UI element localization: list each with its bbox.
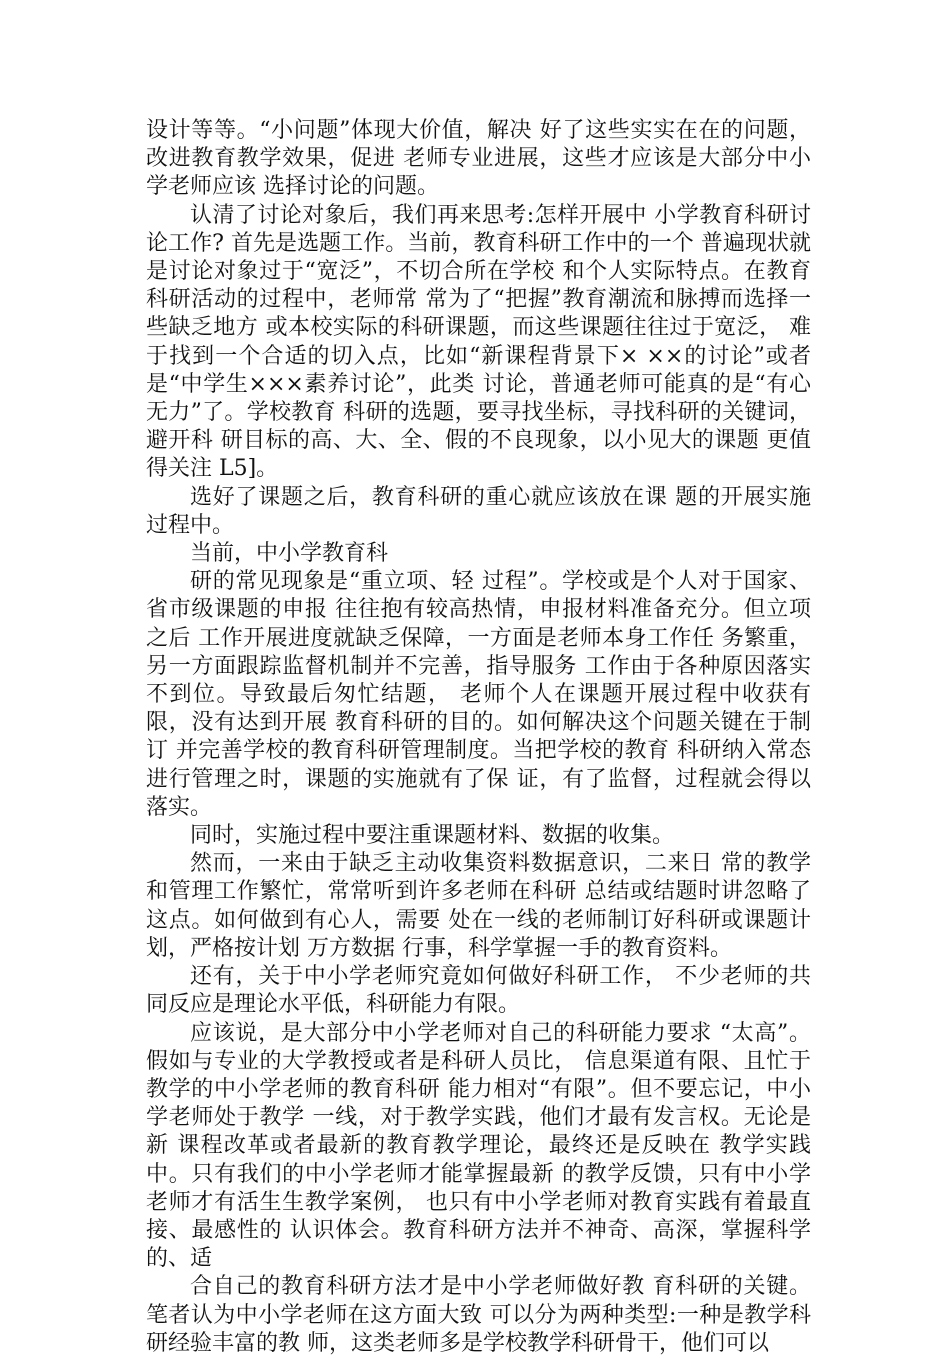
- paragraph-9: 应该说，是大部分中小学老师对自己的科研能力要求 “太高”。假如与专业的大学教授或者是科研人员比， 信息渠道有限、且忙于教学的中小学老师的教育科研 能力相对“有限”。但不要忘记，中小学老师处于教学 一线，对于教学实践，他们才最有发言权。无论是新 课程改革或者最新的教育教学理论，最终还是反映在 教学实践中。只有我们的中小学老师才能掌握最新 的教学反馈，只有中小学老师才有活生生教学案例， 也只有中小学老师对教育实践有着最直接、最感性的 认识体会。教育科研方法并不神奇、高深，掌握科学 的、适: [146, 1020, 811, 1272]
- paragraph-1: 设计等等。“小问题”体现大价值，解决 好了这些实实在在的问题，改进教育教学效果，促进 老师专业进展，这些才应该是大部分中小学老师应该 选择讨论的问题。: [146, 118, 811, 200]
- paragraph-4: 当前，中小学教育科: [190, 541, 389, 567]
- paragraph-10: 合自己的教育科研方法才是中小学老师做好教 育科研的关键。笔者认为中小学老师在这方面大致 可以分为两种类型:一种是教学科研经验丰富的教 师，这类老师多是学校教学科研骨干，他们可以: [146, 1274, 811, 1356]
- paragraph-6: 同时，实施过程中要注重课题材料、数据的收集。: [190, 823, 675, 849]
- paragraph-3: 选好了课题之后，教育科研的重心就应该放在课 题的开展实施过程中。: [146, 484, 811, 538]
- paragraph-2: 认清了讨论对象后，我们再来思考:怎样开展中 小学教育科研讨论工作? 首先是选题工作。当前，教育科研工作中的一个 普遍现状就是讨论对象过于“宽泛”，不切合所在学校 和个人实际特点。在教育科研活动的过程中，老师常 常为了“把握”教育潮流和脉搏而选择一些缺乏地方 或本校实际的科研课题，而这些课题往往过于宽泛， 难于找到一个合适的切入点，比如“新课程背景下× ××的讨论”或者是“中学生×××素养讨论”，此类 讨论，普通老师可能真的是“有心无力”了。学校教育 科研的选题，要寻找坐标，寻找科研的关键词，避开科 研目标的高、大、全、假的不良现象，以小见大的课题 更值得关注 L5]。: [146, 202, 811, 482]
- paragraph-5: 研的常见现象是“重立项、轻 过程”。学校或是个人对于国家、省市级课题的申报 往往抱有较高热情，申报材料准备充分。但立项之后 工作开展进度就缺乏保障，一方面是老师本身工作任 务繁重，另一方面跟踪监督机制并不完善，指导服务 工作由于各种原因落实不到位。导致最后匆忙结题， 老师个人在课题开展过程中收获有限，没有达到开展 教育科研的目的。如何解决这个问题关键在于制订 并完善学校的教育科研管理制度。当把学校的教育 科研纳入常态进行管理之时，课题的实施就有了保 证，有了监督，过程就会得以落实。: [146, 569, 811, 820]
- paragraph-8: 还有，关于中小学老师究竟如何做好科研工作， 不少老师的共同反应是理论水平低，科研能力有限。: [146, 964, 811, 1018]
- document-page: [146, 117, 811, 1358]
- paragraph-7: 然而，一来由于缺乏主动收集资料数据意识，二来日 常的教学和管理工作繁忙，常常听到许多老师在科研 总结或结题时讲忽略了这点。如何做到有心人，需要 处在一线的老师制订好科研或课题计划，严格按计划 万方数据 行事，科学掌握一手的教育资料。: [146, 851, 811, 961]
